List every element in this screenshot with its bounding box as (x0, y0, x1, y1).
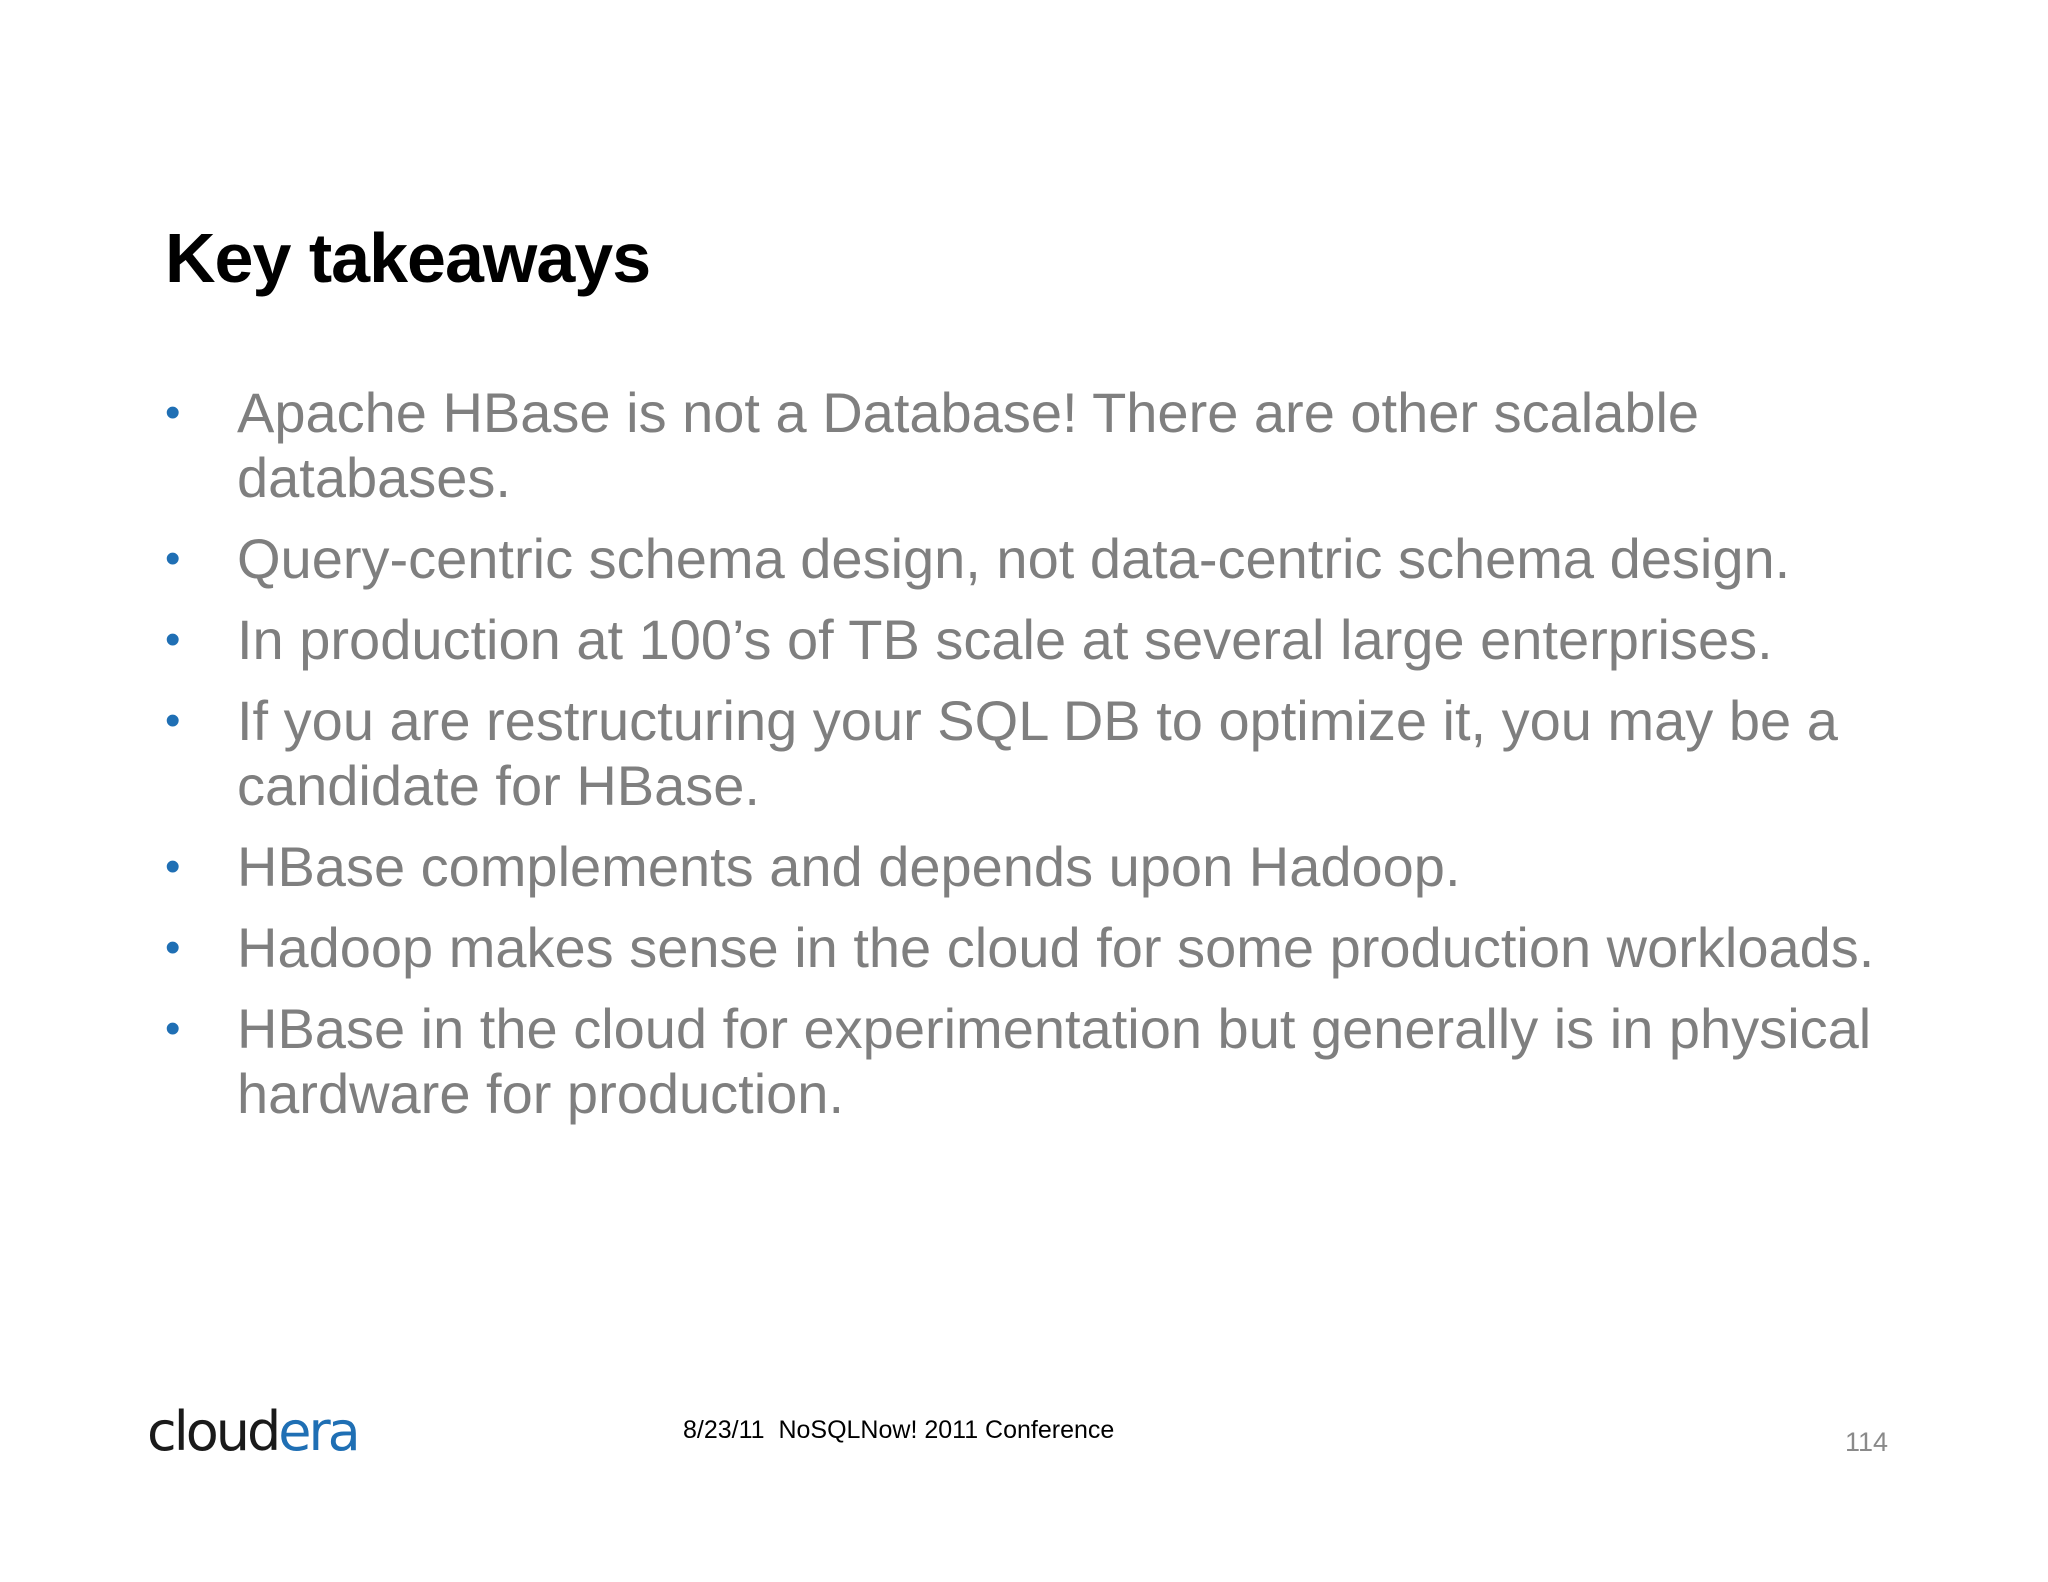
bullet-icon: • (165, 615, 181, 664)
bullet-text: Hadoop makes sense in the cloud for some production workloads. (237, 916, 1875, 979)
page-number: 114 (1845, 1427, 1889, 1457)
bullet-item (165, 915, 1895, 980)
footer-text: 8/23/11 NoSQLNow! 2011 Conference (683, 1416, 1115, 1444)
bullet-icon: • (165, 923, 181, 972)
logo-text-dark: cloud (147, 1400, 279, 1463)
bullet-icon: • (165, 534, 181, 583)
bullet-list (165, 380, 1895, 1142)
logo-text-accent: era (278, 1400, 358, 1463)
bullet-item (165, 688, 1895, 818)
bullet-text: If you are restructuring your SQL DB to optimize it, you may be a candidate for HBase. (237, 689, 1838, 817)
bullet-text: HBase complements and depends upon Hadoop. (237, 835, 1461, 898)
bullet-item (165, 380, 1895, 510)
bullet-item (165, 834, 1895, 899)
bullet-text: HBase in the cloud for experimentation but generally is in physical hardware for production. (237, 997, 1872, 1125)
cloudera-logo (147, 1400, 358, 1464)
bullet-text: Apache HBase is not a Database! There are other scalable databases. (237, 381, 1700, 509)
bullet-icon: • (165, 696, 181, 745)
slide-title: Key takeaways (165, 219, 651, 297)
bullet-text: Query-centric schema design, not data-centric schema design. (237, 527, 1791, 590)
bullet-icon: • (165, 842, 181, 891)
bullet-item (165, 996, 1895, 1126)
bullet-icon: • (165, 388, 181, 437)
bullet-icon: • (165, 1004, 181, 1053)
bullet-text: In production at 100’s of TB scale at several large enterprises. (237, 608, 1773, 671)
bullet-item (165, 607, 1895, 672)
bullet-item (165, 526, 1895, 591)
